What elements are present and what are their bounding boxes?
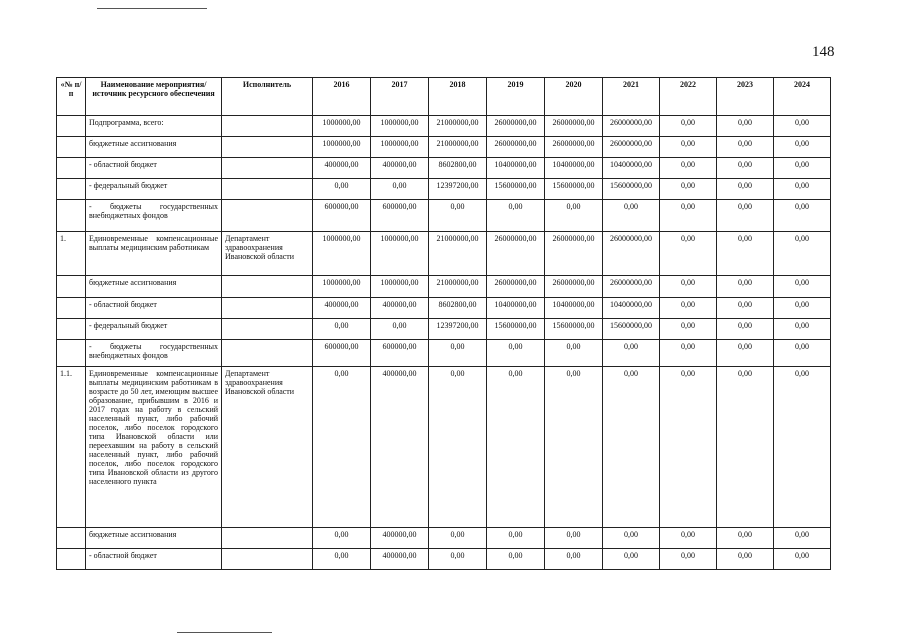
value-cell: 0,00 <box>660 339 717 366</box>
value-cell: 400000,00 <box>313 158 371 179</box>
column-header: 2024 <box>774 78 831 116</box>
value-cell: 0,00 <box>774 339 831 366</box>
value-cell: 10400000,00 <box>603 158 660 179</box>
column-header: 2022 <box>660 78 717 116</box>
value-cell: 0,00 <box>774 137 831 158</box>
value-cell: 600000,00 <box>313 339 371 366</box>
row-executor <box>222 548 313 569</box>
value-cell: 0,00 <box>429 339 487 366</box>
value-cell: 400000,00 <box>371 367 429 527</box>
value-cell: 0,00 <box>717 200 774 232</box>
budget-table <box>56 77 831 570</box>
table-row <box>57 158 831 179</box>
value-cell: 0,00 <box>429 548 487 569</box>
value-cell: 26000000,00 <box>487 116 545 137</box>
value-cell: 0,00 <box>717 527 774 548</box>
value-cell: 0,00 <box>774 276 831 297</box>
row-number <box>57 339 86 366</box>
value-cell: 0,00 <box>660 548 717 569</box>
value-cell: 0,00 <box>774 318 831 339</box>
column-header: «№ п/п <box>57 78 86 116</box>
row-executor <box>222 527 313 548</box>
row-executor <box>222 297 313 318</box>
table-row <box>57 527 831 548</box>
value-cell: 600000,00 <box>371 200 429 232</box>
column-header: 2017 <box>371 78 429 116</box>
value-cell: 15600000,00 <box>603 179 660 200</box>
value-cell: 0,00 <box>774 179 831 200</box>
value-cell: 0,00 <box>774 116 831 137</box>
value-cell: 0,00 <box>717 137 774 158</box>
value-cell: 0,00 <box>774 527 831 548</box>
column-header: Наименование мероприятия/источник ресурсного обеспечения <box>86 78 222 116</box>
row-executor: Департамент здравоохранения Ивановской области <box>222 232 313 276</box>
value-cell: 26000000,00 <box>487 137 545 158</box>
value-cell: 0,00 <box>313 179 371 200</box>
value-cell: 600000,00 <box>313 200 371 232</box>
column-header: 2018 <box>429 78 487 116</box>
value-cell: 0,00 <box>660 116 717 137</box>
value-cell: 8602800,00 <box>429 158 487 179</box>
value-cell: 0,00 <box>660 318 717 339</box>
column-header: 2023 <box>717 78 774 116</box>
table-row <box>57 276 831 297</box>
row-name: Подпрограмма, всего: <box>86 116 222 137</box>
value-cell: 21000000,00 <box>429 137 487 158</box>
column-header: Исполнитель <box>222 78 313 116</box>
value-cell: 1000000,00 <box>371 116 429 137</box>
value-cell: 8602800,00 <box>429 297 487 318</box>
value-cell: 0,00 <box>774 158 831 179</box>
value-cell: 26000000,00 <box>487 276 545 297</box>
value-cell: 0,00 <box>717 297 774 318</box>
column-header: 2016 <box>313 78 371 116</box>
row-executor <box>222 200 313 232</box>
value-cell: 0,00 <box>717 548 774 569</box>
value-cell: 0,00 <box>429 200 487 232</box>
value-cell: 0,00 <box>660 367 717 527</box>
value-cell: 26000000,00 <box>545 232 603 276</box>
top-rule <box>97 8 207 9</box>
value-cell: 15600000,00 <box>603 318 660 339</box>
value-cell: 0,00 <box>660 232 717 276</box>
value-cell: 0,00 <box>660 158 717 179</box>
value-cell: 15600000,00 <box>545 179 603 200</box>
value-cell: 0,00 <box>717 179 774 200</box>
value-cell: 0,00 <box>603 527 660 548</box>
value-cell: 0,00 <box>660 527 717 548</box>
value-cell: 0,00 <box>545 548 603 569</box>
table-row <box>57 297 831 318</box>
value-cell: 0,00 <box>603 200 660 232</box>
row-name: Единовременные компенсационные выплаты медицинским работникам <box>86 232 222 276</box>
value-cell: 21000000,00 <box>429 232 487 276</box>
value-cell: 0,00 <box>717 339 774 366</box>
value-cell: 15600000,00 <box>487 318 545 339</box>
row-number <box>57 527 86 548</box>
row-name: Единовременные компенсационные выплаты медицинским работникам в возрасте до 50 лет, имеющим высшее образование, прибывшим в 2016 и 2017 годах на работу в сельский населенный пункт, либо рабочий поселок, либо поселок городского типа Ивановской области или переехавшим на работу в сельский населенный пункт, либо рабочий поселок, либо поселок городского типа Ивановской области из другого населенного пункта <box>86 367 222 527</box>
page-number: 148 <box>812 44 835 60</box>
row-name: - областной бюджет <box>86 158 222 179</box>
row-name: - областной бюджет <box>86 548 222 569</box>
value-cell: 26000000,00 <box>487 232 545 276</box>
table-row <box>57 232 831 276</box>
value-cell: 1000000,00 <box>371 276 429 297</box>
column-header: 2019 <box>487 78 545 116</box>
row-number <box>57 318 86 339</box>
row-executor <box>222 179 313 200</box>
row-number <box>57 297 86 318</box>
value-cell: 1000000,00 <box>371 232 429 276</box>
row-number: 1. <box>57 232 86 276</box>
table-row <box>57 367 831 527</box>
row-executor <box>222 158 313 179</box>
value-cell: 1000000,00 <box>371 137 429 158</box>
value-cell: 400000,00 <box>371 527 429 548</box>
value-cell: 0,00 <box>660 276 717 297</box>
value-cell: 0,00 <box>774 297 831 318</box>
value-cell: 26000000,00 <box>603 116 660 137</box>
row-name: бюджетные ассигнования <box>86 276 222 297</box>
row-number <box>57 179 86 200</box>
value-cell: 0,00 <box>313 527 371 548</box>
value-cell: 0,00 <box>371 318 429 339</box>
row-number <box>57 548 86 569</box>
row-executor <box>222 116 313 137</box>
value-cell: 0,00 <box>487 367 545 527</box>
value-cell: 15600000,00 <box>487 179 545 200</box>
value-cell: 0,00 <box>774 200 831 232</box>
value-cell: 0,00 <box>371 179 429 200</box>
value-cell: 0,00 <box>487 548 545 569</box>
value-cell: 26000000,00 <box>603 232 660 276</box>
value-cell: 0,00 <box>660 297 717 318</box>
row-name: - бюджеты государственных внебюджетных фондов <box>86 339 222 366</box>
value-cell: 0,00 <box>717 116 774 137</box>
row-number <box>57 116 86 137</box>
value-cell: 12397200,00 <box>429 179 487 200</box>
value-cell: 26000000,00 <box>545 276 603 297</box>
table-row <box>57 137 831 158</box>
row-name: - федеральный бюджет <box>86 318 222 339</box>
value-cell: 1000000,00 <box>313 116 371 137</box>
table-row <box>57 200 831 232</box>
value-cell: 0,00 <box>487 339 545 366</box>
row-executor: Департамент здравоохранения Ивановской области <box>222 367 313 527</box>
table-row <box>57 548 831 569</box>
value-cell: 0,00 <box>545 367 603 527</box>
value-cell: 0,00 <box>313 548 371 569</box>
table-row <box>57 179 831 200</box>
value-cell: 12397200,00 <box>429 318 487 339</box>
row-name: - бюджеты государственных внебюджетных фондов <box>86 200 222 232</box>
column-header: 2020 <box>545 78 603 116</box>
row-name: - федеральный бюджет <box>86 179 222 200</box>
value-cell: 0,00 <box>774 367 831 527</box>
value-cell: 0,00 <box>774 548 831 569</box>
value-cell: 0,00 <box>429 367 487 527</box>
row-name: - областной бюджет <box>86 297 222 318</box>
value-cell: 1000000,00 <box>313 232 371 276</box>
row-name: бюджетные ассигнования <box>86 137 222 158</box>
value-cell: 10400000,00 <box>487 158 545 179</box>
value-cell: 600000,00 <box>371 339 429 366</box>
row-number <box>57 137 86 158</box>
value-cell: 0,00 <box>774 232 831 276</box>
value-cell: 0,00 <box>313 367 371 527</box>
value-cell: 15600000,00 <box>545 318 603 339</box>
value-cell: 1000000,00 <box>313 137 371 158</box>
value-cell: 0,00 <box>487 527 545 548</box>
table-header <box>57 78 831 116</box>
row-executor <box>222 276 313 297</box>
row-number <box>57 158 86 179</box>
value-cell: 0,00 <box>660 137 717 158</box>
row-number <box>57 200 86 232</box>
value-cell: 400000,00 <box>371 158 429 179</box>
table-row <box>57 318 831 339</box>
value-cell: 400000,00 <box>371 297 429 318</box>
table-row <box>57 116 831 137</box>
value-cell: 0,00 <box>660 179 717 200</box>
value-cell: 0,00 <box>717 158 774 179</box>
value-cell: 0,00 <box>717 276 774 297</box>
table-body <box>57 116 831 570</box>
value-cell: 26000000,00 <box>545 137 603 158</box>
value-cell: 21000000,00 <box>429 276 487 297</box>
row-executor <box>222 318 313 339</box>
value-cell: 400000,00 <box>313 297 371 318</box>
value-cell: 0,00 <box>487 200 545 232</box>
value-cell: 0,00 <box>603 548 660 569</box>
value-cell: 10400000,00 <box>545 158 603 179</box>
value-cell: 0,00 <box>603 339 660 366</box>
value-cell: 26000000,00 <box>545 116 603 137</box>
value-cell: 0,00 <box>545 527 603 548</box>
row-executor <box>222 137 313 158</box>
value-cell: 0,00 <box>429 527 487 548</box>
value-cell: 0,00 <box>313 318 371 339</box>
value-cell: 400000,00 <box>371 548 429 569</box>
bottom-rule <box>177 632 272 633</box>
value-cell: 0,00 <box>717 367 774 527</box>
table-row <box>57 339 831 366</box>
value-cell: 26000000,00 <box>603 276 660 297</box>
row-executor <box>222 339 313 366</box>
value-cell: 21000000,00 <box>429 116 487 137</box>
row-number: 1.1. <box>57 367 86 527</box>
value-cell: 0,00 <box>545 339 603 366</box>
value-cell: 0,00 <box>603 367 660 527</box>
value-cell: 0,00 <box>545 200 603 232</box>
row-number <box>57 276 86 297</box>
value-cell: 10400000,00 <box>603 297 660 318</box>
value-cell: 0,00 <box>660 200 717 232</box>
value-cell: 26000000,00 <box>603 137 660 158</box>
value-cell: 1000000,00 <box>313 276 371 297</box>
value-cell: 0,00 <box>717 232 774 276</box>
row-name: бюджетные ассигнования <box>86 527 222 548</box>
value-cell: 0,00 <box>717 318 774 339</box>
column-header: 2021 <box>603 78 660 116</box>
value-cell: 10400000,00 <box>487 297 545 318</box>
value-cell: 10400000,00 <box>545 297 603 318</box>
